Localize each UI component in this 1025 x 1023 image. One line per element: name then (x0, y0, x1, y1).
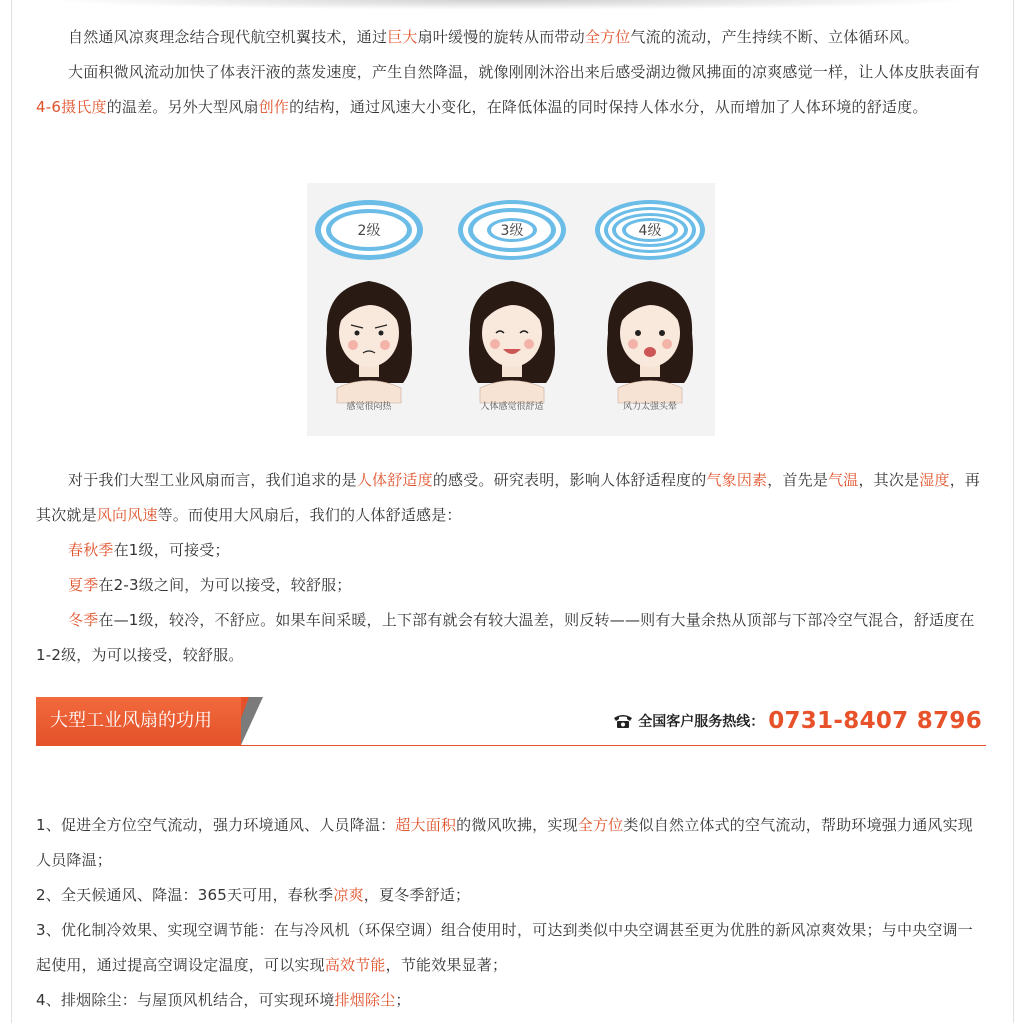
text: ，首先是 (767, 471, 829, 489)
level-label: 4级 (638, 223, 662, 239)
text: ，夏冬季舒适； (363, 886, 471, 904)
level-label: 2级 (357, 223, 381, 239)
text: 3、优化制冷效果、实现空调节能：在与冷风机（环保空调）组合使用时，可达到类似中央空调甚至更为优胜的新风凉爽效果；与中央空调一起使用，通过提高空调设定温度，可以实现 (36, 921, 973, 974)
highlight: 排烟除尘 (334, 991, 396, 1009)
text: 的感受。研究表明，影响人体舒适程度的 (432, 471, 707, 489)
section-underline (36, 745, 986, 746)
text: ，节能效果显著； (385, 956, 508, 974)
intro-paragraph-2 (36, 55, 984, 125)
highlight: 冬季 (68, 611, 99, 629)
highlight: 巨大 (387, 28, 418, 46)
text: 自然通风凉爽理念结合现代航空机翼技术，通过 (68, 28, 388, 46)
hotline (613, 705, 982, 737)
text: 扇叶缓慢的旋转从而带动 (417, 28, 585, 46)
top-shadow (40, 0, 980, 10)
function-item-3 (36, 913, 984, 983)
face-comfortable (469, 281, 555, 412)
wind-level-svg (307, 183, 715, 436)
highlight: 春秋季 (68, 541, 114, 559)
text: 在—1级，较冷，不舒应。如果车间采暖，上下部有就会有较大温差，则反转——则有大量余热从顶部与下部冷空气混合，舒适度在1-2级，为可以接受，较舒服。 (36, 611, 975, 664)
telephone-icon (613, 713, 633, 729)
hotline-label: 全国客户服务热线： (638, 714, 765, 730)
section-title: 大型工业风扇的功用 (36, 697, 241, 745)
wind-level-illustration (307, 183, 715, 436)
face-caption: 感觉很闷热 (346, 402, 392, 412)
highlight: 人体舒适度 (356, 471, 433, 489)
intro-paragraph-1 (36, 20, 984, 55)
highlight: 风向风速 (96, 506, 158, 524)
text: ，其次是 (858, 471, 920, 489)
highlight: 气象因素 (706, 471, 768, 489)
text: 等。而使用大风扇后，我们的人体舒适感是： (157, 506, 462, 524)
text: ； (395, 991, 411, 1009)
highlight: 全方位 (577, 816, 624, 834)
highlight: 气温 (828, 471, 859, 489)
highlight: 湿度 (919, 471, 950, 489)
highlight: 凉爽 (333, 886, 364, 904)
section-header (36, 697, 986, 749)
season-spring (36, 533, 984, 568)
highlight: 夏季 (68, 576, 99, 594)
comfort-paragraph (36, 463, 984, 533)
wind-rings-level-2 (315, 200, 423, 260)
season-winter (36, 603, 984, 673)
highlight: 创作 (258, 98, 290, 116)
highlight: 4-6摄氏度 (36, 98, 107, 116)
text: 1、促进全方位空气流动，强力环境通风、人员降温： (36, 816, 396, 834)
face-caption: 风力太强头晕 (622, 402, 678, 412)
text: 的温差。另外大型风扇 (106, 98, 259, 116)
text: 的微风吹拂，实现 (456, 816, 578, 834)
highlight: 超大面积 (395, 816, 457, 834)
text: 类似自然立体式的空气流动，帮助环境强力通风实现人员降温； (36, 816, 973, 869)
level-label: 3级 (500, 223, 524, 239)
text: 4、排烟除尘：与屋顶风机结合，可实现环境 (36, 991, 335, 1009)
text: 在1级，可接受； (113, 541, 230, 559)
face-hot (326, 281, 412, 412)
text: 气流的流动，产生持续不断、立体循环风。 (630, 28, 920, 46)
text: 2、全天候通风、降温：365天可用，春秋季 (36, 886, 334, 904)
text: ，再其次就是 (36, 471, 981, 524)
season-summer (36, 568, 984, 603)
function-item-2 (36, 878, 984, 913)
hotline-number: 0731-8407 8796 (768, 708, 982, 734)
highlight: 全方位 (584, 28, 631, 46)
wind-rings-level-4 (595, 200, 705, 260)
function-item-4 (36, 983, 984, 1018)
text: 的结构，通过风速大小变化，在降低体温的同时保持人体水分，从而增加了人体环境的舒适度。 (289, 98, 928, 116)
function-item-1 (36, 808, 984, 878)
highlight: 高效节能 (324, 956, 386, 974)
wind-rings-level-3 (458, 200, 566, 260)
text: 对于我们大型工业风扇而言，我们追求的是 (68, 471, 357, 489)
text: 大面积微风流动加快了体表汗液的蒸发速度，产生自然降温，就像刚刚沐浴出来后感受湖边微风拂面的凉爽感觉一样，让人体皮肤表面有 (68, 63, 981, 81)
face-caption: 人体感觉很舒适 (480, 402, 544, 412)
text: 在2-3级之间，为可以接受，较舒服； (98, 576, 352, 594)
face-dizzy (607, 281, 693, 412)
